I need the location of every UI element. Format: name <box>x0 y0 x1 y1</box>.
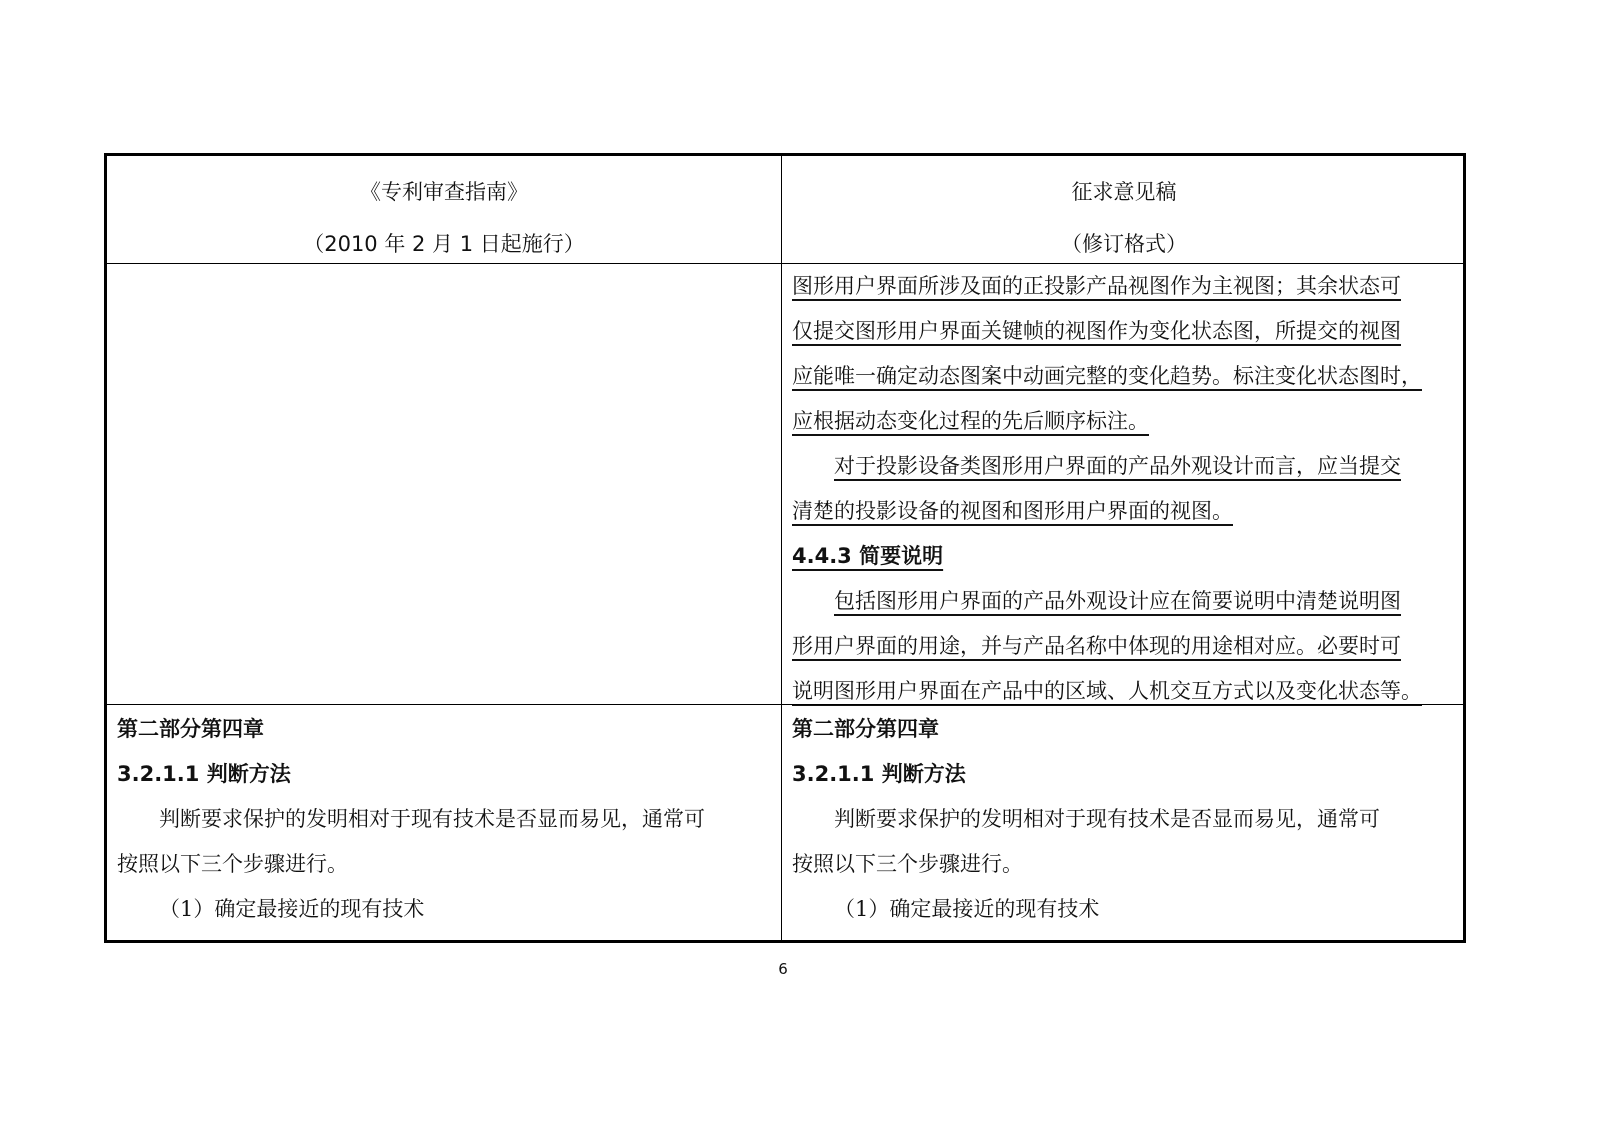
row2-left-step1: （1）确定最接近的现有技术 <box>159 897 425 921</box>
row1-para1-line1: 图形用户界面所涉及面的正投影产品视图作为主视图；其余状态可 <box>792 274 1401 298</box>
row1-right-cell <box>782 264 1466 714</box>
row2-left-section: 3.2.1.1 判断方法 <box>117 762 291 786</box>
row2-left-cell <box>107 707 781 932</box>
row1-para3-line3: 说明图形用户界面在产品中的区域、人机交互方式以及变化状态等。 <box>792 679 1422 703</box>
page-number: 6 <box>778 960 788 978</box>
row1-para3-line1: 包括图形用户界面的产品外观设计应在简要说明中清楚说明图 <box>834 589 1401 613</box>
row1-para2-line2: 清楚的投影设备的视图和图形用户界面的视图。 <box>792 499 1233 523</box>
row2-right-para-line1: 判断要求保护的发明相对于现有技术是否显而易见，通常可 <box>834 807 1380 831</box>
header-left-subtitle: （2010 年 2 月 1 日起施行） <box>303 232 585 256</box>
row2-left-para-line1: 判断要求保护的发明相对于现有技术是否显而易见，通常可 <box>159 807 705 831</box>
row1-para1-line4: 应根据动态变化过程的先后顺序标注。 <box>792 409 1149 433</box>
header-right-title: 征求意见稿 <box>1071 180 1177 204</box>
row2-left-chapter: 第二部分第四章 <box>117 717 264 741</box>
row2-right-step1: （1）确定最接近的现有技术 <box>834 897 1100 921</box>
row1-para1-line3: 应能唯一确定动态图案中动画完整的变化趋势。标注变化状态图时， <box>792 364 1422 388</box>
header-cell-original <box>107 156 781 264</box>
row1-para2-line1: 对于投影设备类图形用户界面的产品外观设计而言，应当提交 <box>834 454 1401 478</box>
row2-right-para-line2: 按照以下三个步骤进行。 <box>792 852 1023 876</box>
row2-right-cell <box>782 707 1466 932</box>
row2-right-chapter: 第二部分第四章 <box>792 717 939 741</box>
header-cell-draft <box>782 156 1466 264</box>
row1-para1-line2: 仅提交图形用户界面关键帧的视图作为变化状态图，所提交的视图 <box>792 319 1401 343</box>
header-right-subtitle: （修订格式） <box>1061 232 1187 256</box>
header-left-title: 《专利审查指南》 <box>360 180 528 204</box>
row1-para3-line2: 形用户界面的用途，并与产品名称中体现的用途相对应。必要时可 <box>792 634 1401 658</box>
comparison-table <box>104 153 1466 943</box>
row1-divider <box>107 704 1463 705</box>
row1-left-cell <box>107 264 781 704</box>
row2-right-section: 3.2.1.1 判断方法 <box>792 762 966 786</box>
row1-heading: 4.4.3 简要说明 <box>792 544 944 568</box>
row2-left-para-line2: 按照以下三个步骤进行。 <box>117 852 348 876</box>
